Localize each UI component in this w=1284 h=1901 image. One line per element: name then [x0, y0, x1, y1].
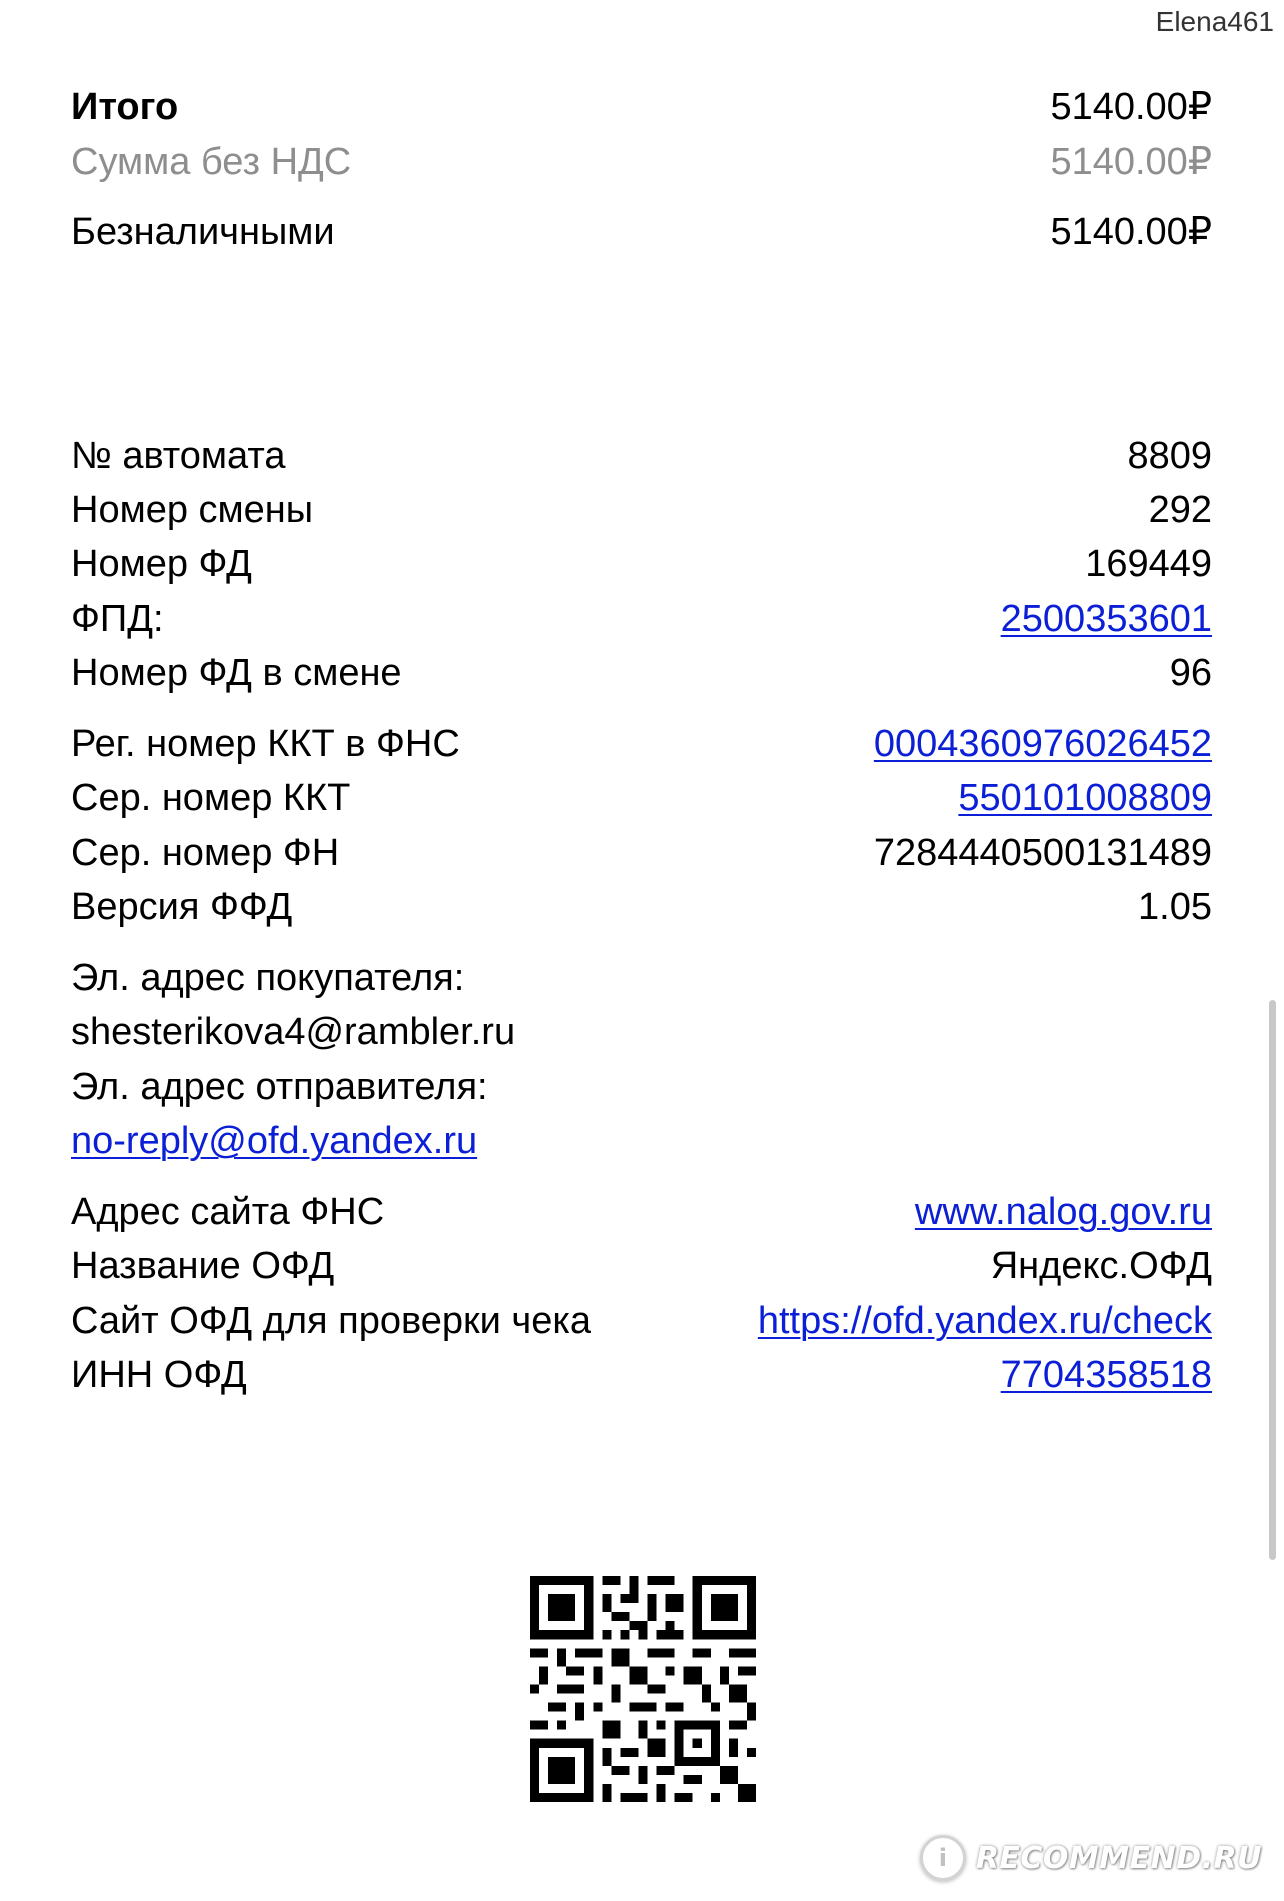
- kkt-serial-link[interactable]: 550101008809: [958, 777, 1212, 819]
- ofd-inn-link[interactable]: 7704358518: [1000, 1354, 1212, 1396]
- fd-in-shift-label: Номер ФД в смене: [71, 652, 402, 694]
- fd-in-shift-value: 96: [1169, 652, 1212, 694]
- recommend-logo-icon: i: [920, 1835, 966, 1881]
- ofd-row: [71, 1352, 1212, 1398]
- detail-row: [71, 830, 1212, 876]
- ofd-row: [71, 1189, 1212, 1235]
- detail-row: [71, 541, 1212, 587]
- machine-number-label: № автомата: [71, 435, 286, 477]
- shift-number-label: Номер смены: [71, 489, 314, 531]
- kkt-reg-number-link[interactable]: 0004360976026452: [873, 723, 1212, 765]
- fns-site-label: Адрес сайта ФНС: [71, 1191, 385, 1233]
- sum-without-vat-label: Сумма без НДС: [71, 141, 352, 183]
- kkt-reg-number-label: Рег. номер ККТ в ФНС: [71, 723, 460, 765]
- username-watermark: Elena461: [1155, 6, 1274, 37]
- fd-number-label: Номер ФД: [71, 543, 252, 585]
- cashless-value: 5140.00₽: [1050, 211, 1212, 253]
- ofd-row: [71, 1298, 1212, 1344]
- ffd-version-label: Версия ФФД: [71, 886, 293, 928]
- scrollbar[interactable]: [1269, 1000, 1276, 1560]
- cashless-label: Безналичными: [71, 211, 335, 253]
- detail-row: [71, 721, 1212, 767]
- recommend-watermark: [920, 1835, 1262, 1881]
- ofd-name-value: Яндекс.ОФД: [990, 1245, 1212, 1287]
- ofd-inn-label: ИНН ОФД: [71, 1354, 247, 1396]
- ffd-version-value: 1.05: [1138, 886, 1212, 928]
- fpd-label: ФПД:: [71, 598, 164, 640]
- cashless-row: [71, 209, 1212, 255]
- buyer-email-label: Эл. адрес покупателя:: [71, 957, 465, 999]
- shift-number-value: 292: [1148, 489, 1212, 531]
- kkt-serial-label: Сер. номер ККТ: [71, 777, 351, 819]
- detail-row: [71, 487, 1212, 533]
- ofd-name-label: Название ОФД: [71, 1245, 335, 1287]
- detail-row: [71, 596, 1212, 642]
- ofd-row: [71, 1243, 1212, 1289]
- detail-row: [71, 884, 1212, 930]
- ofd-check-site-link[interactable]: https://ofd.yandex.ru/check: [757, 1300, 1212, 1342]
- qr-code-icon: [530, 1576, 756, 1802]
- fpd-link[interactable]: 2500353601: [1000, 598, 1212, 640]
- ofd-check-site-label: Сайт ОФД для проверки чека: [71, 1300, 591, 1342]
- detail-row: [71, 775, 1212, 821]
- sum-without-vat-value: 5140.00₽: [1050, 141, 1212, 183]
- buyer-email-value: shesterikova4@rambler.ru: [71, 1011, 516, 1053]
- sum-without-vat-row: [71, 139, 1212, 185]
- fns-site-link[interactable]: www.nalog.gov.ru: [914, 1191, 1212, 1233]
- fn-serial-label: Сер. номер ФН: [71, 832, 340, 874]
- fd-number-value: 169449: [1085, 543, 1212, 585]
- total-label: Итого: [71, 86, 179, 128]
- recommend-logo-text: RECOMMEND.RU: [975, 1840, 1262, 1876]
- detail-row: [71, 650, 1212, 696]
- detail-row: [71, 433, 1212, 479]
- fn-serial-value: 7284440500131489: [873, 832, 1212, 874]
- machine-number-value: 8809: [1127, 435, 1212, 477]
- sender-email-link[interactable]: no-reply@ofd.yandex.ru: [71, 1120, 478, 1162]
- total-value: 5140.00₽: [1050, 86, 1212, 128]
- sender-email-label: Эл. адрес отправителя:: [71, 1066, 488, 1108]
- total-row: [71, 84, 1212, 130]
